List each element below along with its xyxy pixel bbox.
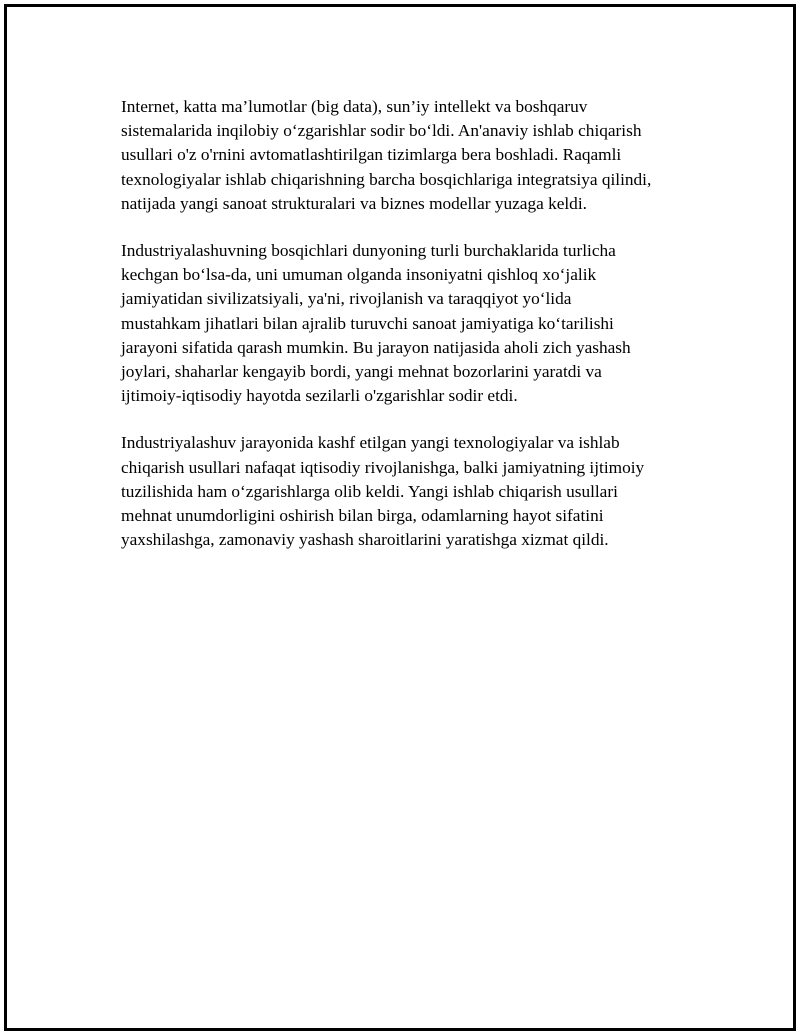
paragraph-line: ijtimoiy-iqtisodiy hayotda sezilarli o'zgarishlar sodir etdi.	[121, 386, 518, 406]
paragraph-line: sistemalarida inqilobiy o‘zgarishlar sodir bo‘ldi. An'anaviy ishlab chiqarish	[121, 121, 642, 141]
paragraph-line: jarayoni sifatida qarash mumkin. Bu jarayon natijasida aholi zich yashash	[121, 337, 631, 357]
document-body	[121, 95, 701, 575]
paragraph-line: texnologiyalar ishlab chiqarishning barcha bosqichlariga integratsiya qilindi,	[121, 169, 652, 189]
paragraph-2	[121, 239, 701, 408]
paragraph-line: Industriyalashuvning bosqichlari dunyoning turli burchaklarida turlicha	[121, 241, 616, 261]
paragraph-line: natijada yangi sanoat strukturalari va biznes modellar yuzaga keldi.	[121, 193, 587, 213]
paragraph-line: chiqarish usullari nafaqat iqtisodiy rivojlanishga, balki jamiyatning ijtimoiy	[121, 457, 645, 477]
paragraph-line: Internet, katta ma’lumotlar (big data), sun’iy intellekt va boshqaruv	[121, 97, 588, 116]
paragraph-1	[121, 95, 701, 216]
paragraph-3	[121, 431, 701, 552]
paragraph-line: kechgan bo‘lsa-da, uni umuman olganda insoniyatni qishloq xo‘jalik	[121, 265, 597, 285]
paragraph-line: jamiyatidan sivilizatsiyali, ya'ni, rivojlanish va taraqqiyot yo‘lida	[121, 289, 572, 309]
paragraph-line: tuzilishida ham o‘zgarishlarga olib keldi. Yangi ishlab chiqarish usullari	[121, 481, 618, 501]
page-frame	[4, 4, 796, 1031]
paragraph-line: yaxshilashga, zamonaviy yashash sharoitlarini yaratishga xizmat qildi.	[121, 530, 609, 550]
paragraph-line: joylari, shaharlar kengayib bordi, yangi mehnat bozorlarini yaratdi va	[121, 362, 602, 382]
paragraph-line: mustahkam jihatlari bilan ajralib turuvchi sanoat jamiyatiga ko‘tarilishi	[121, 313, 614, 333]
paragraph-line: Industriyalashuv jarayonida kashf etilgan yangi texnologiyalar va ishlab	[121, 433, 620, 453]
paragraph-line: mehnat unumdorligini oshirish bilan birga, odamlarning hayot sifatini	[121, 506, 604, 526]
paragraph-line: usullari o'z o'rnini avtomatlashtirilgan tizimlarga bera boshladi. Raqamli	[121, 145, 622, 165]
